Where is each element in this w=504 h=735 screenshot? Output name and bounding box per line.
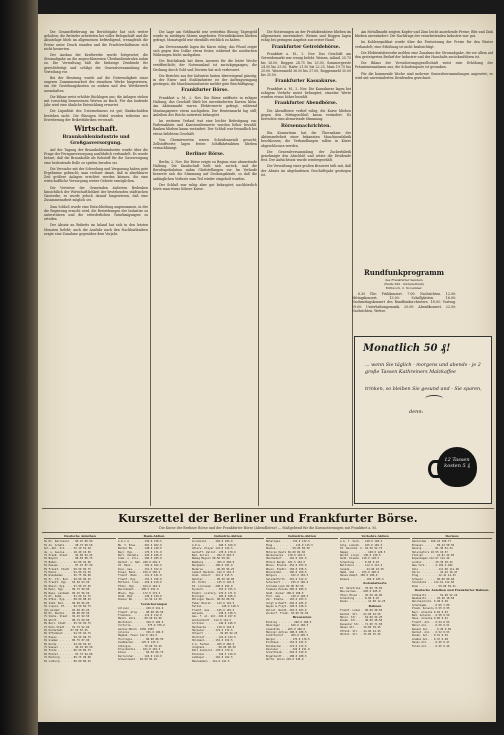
market-table-2: Bank-Aktien A.D.C.A. . . . . 139.0 138.5 Bk. f. Brau. . . 201.5 202.0 Barmer Bk. . . . 148.0 148.0 Bayr. Hyp. . . . 170.5 171.0 Berl. Handels. . 245.0 246.0 Comm. u. Priv. . 184.5 185.0 Darmst. u. Nat. 248.0 249.5 Dt. Bank . . . . 162.0 162.5 Disc.-Ges. . . . 151.5 152.0 Dresd. Bank . . 156.0 156.5 Frankf. Bank . . 121.0 121.0 Frankf. Hyp. . . 155.5 156.0 Mitteld. Cred. . 218.0 219.0 Pfälz. Hyp. . . 164.0 164.5 Reichsbank . . 290.5 291.0 Rhein. Hyp. . . 172.0 172.5 Südd. Bod. . . . 149.0 149.0 Wiener Bk. . . . 12.50 12.50 Versicherungen Allianz . . . . . 240.0 241.0 Frankf. Allg. . . 98.00 98.50 Frankona . . . . 112.0 112.0 Mannh. Vers. . . 80.50 81.00 Nordstern . . . . 160.0 160.5 Victoria . . . . . 375.0 376.0 Aachen-Münch. 1950 1955 Colonia . . . . . 195.0 196.0 Magdeb. Feuer 142.0 142.5 Thuringia . . . . 88.00 88.50 Gladbacher . . 125.0 125.5 Albingia . . . . 76.00 76.25 Providentia . . 101.0 101.5 Iduna . . . . . . 66.50 66.75 Karlsruher . . . 110.0 110.0 Schwarzwald . 84.00 84.25 [118, 535, 190, 713]
market-table-6: Devisen Amsterdam . 168.43 168.77 Brüssel . . . . 58.44 58.56 Danzig . . . . 81.38 81.54 Helsingfors 10.55 10.57 Italien . . . . 22.81 22.85 Kopenhagen 112.07 112.29 London . . . . 20.39 20.43 New York . . . 4.194 4.202 Oslo . . . . . . 111.06 111.28 Paris . . . . . . 16.43 16.47 Prag . . . . . . 12.41 12.43 Schweiz . . . . 80.80 80.96 Stockholm . . 112.61 112.83 Wien . . . . . . 59.09 59.21 Deutsche Anleihen und Frankfurter Bahnen. Altbesitz . . . . 52.00 52.20 Neubesitz . . . 18.40 18.50 Reichsschuld. 0.48 0.49 Schutzgeb. . . 6.90 7.00 Preuß. Konsols 0.55 0.55 Bayr. Anleihe 0.62 0.63 Bad. Anleihe . 0.58 0.59 Hess. Anleihe 0.60 0.61 Frankf. Anl. . 0.54 0.55 Mainz Anl. . . 0.50 0.51 Kassel Anl. . . 0.49 0.50 Darmst. Anl. . 0.52 0.53 Wiesb. Anl. . 0.51 0.52 Gießen Anl. . 0.47 0.48 Hanau Anl. . . 0.46 0.47 Fulda Anl. . . 0.45 0.46 [412, 535, 492, 713]
column-rule [150, 28, 151, 506]
table-head-4: Industrie-Aktien [266, 535, 338, 539]
section-rule [42, 508, 494, 509]
ad-body-2: trinken, so bleiben Sie gesund und - Sie sparen, [365, 387, 482, 392]
binding-edge [0, 0, 38, 735]
coffee-cup-icon [437, 447, 477, 487]
ad-body-3: denn: [409, 409, 424, 415]
article-column-1: Die Gesamtförderung im Berichtsjahr hat sich weiter gehoben; die Betriebe arbeiteten bei voller Belegschaft und die Absatzlage blieb im allgemeinen befriedigend, wenngleich die Preise unter Druck standen und die Frachtverhältnisse sich nicht besserten. Der Ausbau der Kraftwerke wurde fortgesetzt; die Stromabgabe an die angeschlossenen Überlandzentralen nahm zu. Die Verwaltung hält die bisherige Dividende für gerechtfertigt und schlägt der Generalversammlung die Verteilung vor. Bei der Beratung wurde auf die Notwendigkeit einer engeren Zusammenarbeit der einzelnen Werke hingewiesen, um die Gestehungskosten zu senken und den Wettbewerb auszuhalten. Die Bilanz weist erhöhte Rücklagen aus; die Anlagen stehen mit vorsichtig bemessenen Werten zu Buch. Für das laufende Jahr wird eine ähnliche Entwicklung erwartet. Die Liquidität des Unternehmens ist gut; Bankschulden bestehen nicht. Die flüssigen Mittel wurden teilweise zur Erweiterung der Brikettfabriken verwandt. Wirtschaft. Braunkohlenindustrie und Großgasversorgung. Auf der Tagung der Braunkohlenindustrie wurde über die Frage der Ferngasversorgung ausführlich verhandelt. Es wurde betont, daß die Braunkohle als Rohstoff für die Gaserzeugung eine bedeutende Rolle zu spielen berufen sei. Die Versuche mit der Schwelung und Vergasung haben gute Ergebnisse gebracht; man rechnet damit, daß in absehbarer Zeit größere Anlagen errichtet werden können, die eine wirtschaftliche Versorgung weiter Gebiete ermöglichen. Die Vertreter der Gemeinden äußerten Bedenken hinsichtlich der Wirtschaftlichkeit der bestehenden städtischen Gaswerke; es wurde jedoch darauf hingewiesen, daß eine Zusammenarbeit möglich sei. Zum Schluß wurde eine Entschließung angenommen, in der die Regierung ersucht wird, die Bestrebungen der Industrie zu unterstützen und die erforderlichen Genehmigungen zu erteilen. Der Absatz an Briketts im Inland hat sich in den letzten Monaten belebt; auch die Ausfuhr nach den Nachbarländern zeigte eine Zunahme gegenüber dem Vorjahr. [44, 30, 148, 236]
table-head-2: Bank-Aktien [118, 535, 190, 539]
steam-icon [425, 395, 443, 402]
newspaper-page [38, 14, 496, 722]
wirtschaft-heading: Wirtschaft. [74, 124, 118, 134]
wirtschaft-subheading: Braunkohlenindustrie und Großgasversorgung. [62, 135, 130, 146]
radio-program-text: 6.30 Uhr: Frühkonzert. 7.00: Nachrichten. 12.00: Mittagskonzert. 13.00: Schallplatten. 16.00: Nachmittagskonzert des Rundfunkorchesters. 18.00: Vortrag. 19.00: Unterhaltungsmusik. 20.00: Abendkonzert. 22.00: Nachrichten, Wetter. [352, 292, 456, 313]
market-table-5: Verkehrs-Aktien A.G. f. Verk. . 148.0 148.5 Allg. Lokalb. . 165.0 165.5 Dt. Reichsb. V. 92.50 92.75 Hapag . . . . . . 128.0 128.5 Nordd. Lloyd . 130.0 130.5 Südd. Eisenb. 118.0 118.5 Schantung . . . 8.00 8.25 Baltimore . . . 112.0 112.5 Canada . . . . . 44.00 44.50 Hamb. Süd . . 195.0 196.0 Hansa Dampf. 185.0 186.0 Kosmos . . . . . 105.0 105.5 Kolonialwerte Dt. Ostafrika . 78.00 78.50 Neu-Guinea . . 620.0 625.0 Otavi Minen . . 45.50 46.00 Schantung . . . 8.00 8.25 Kaoko . . . . . . 12.00 12.25 Bahnen Frankf. Lokal . 98.00 98.50 Darmst. Str. . 62.00 62.50 Mainz. Str. . . 54.00 54.25 Wiesb. Str. . . 48.00 48.50 Kasseler Str. . 71.00 71.50 Hanau Str. . . 39.00 39.25 Offenb. Str. . 44.00 44.25 Höchst. Str. . 35.00 35.25 [340, 535, 410, 713]
radio-program-sub2: (Welle 390 - Südwestfunk) [383, 282, 425, 286]
market-table-1: Deutsche Anleihen 6% Dt. Reichsanl. . 89.25 89.50 5% do. Schatz . . . 98.75 98.50 Anl.-Abl. Sch. . . 52.10 52.20 do. o. Auslos. . . 18.40 18.50 7% Preuß. Staat . . 94.00 94.25 6% Bayern . . . . . 88.50 88.75 7% Baden . . . . . 92.00 92.00 6% Hessen . . . . . 87.25 87.50 8% Frankf. Stadt . 96.50 96.75 7% Mainz . . . . . 91.00 91.25 8% Wiesbaden . . . 95.75 96.00 6% Pr. Ctr. Bod. . 90.00 90.25 7% Frankf. Hyp. . 93.50 93.50 8% Rhein. Hyp. . . 97.00 97.25 6% Mein. Hyp. . . 89.75 90.00 8% Nass. Landesb. 96.25 96.50 7% Dt. Komm. . . . 91.50 91.75 6% Pfälz. Hyp. . . 88.00 88.25 8% Südd. Bod. . . 96.00 96.00 5% Liquid. Pf. . . 84.50 84.75 4½% Goldpf. . . . 83.00 83.25 6% Dt. Renten . . 89.00 89.50 7% Sächs. Staat . 92.25 92.50 6% Württ. . . . . 88.75 89.00 8% Berl. Stadt . . 95.50 95.75 7% Köln Stadt . . 91.75 92.00 6% Darmstadt . . 87.00 87.25 8% Offenbach . . . 94.50 94.75 7% Hanau . . . . . 90.50 90.75 6% Gießen . . . . 86.75 87.00 8% Worms . . . . . 94.00 94.25 7% Kassel . . . . . 90.25 90.50 6% Fulda . . . . . 86.50 86.75 8% Höchst . . . . . 93.75 94.00 7% Marburg . . . . 89.75 90.00 6% Limburg . . . . 86.00 86.25 [44, 535, 116, 713]
ad-body-1: ... wenn Sie täglich - morgens und abends - je 2 große Tassen Kathreiners Malzkaffee [365, 363, 481, 375]
radio-program-title: Rundfunkprogramm [363, 268, 445, 277]
table-head-3: Industrie-Aktien [192, 535, 264, 539]
market-subtitle: Die Kurse der Berliner Börse und der Frankfurter Börse (Abendbörse) — Maßgebend für die Kursnotierungen mit Frankfurt a. M. [159, 526, 377, 530]
table-head-6: Devisen [412, 535, 492, 539]
getreideboerse-heading: Frankfurter Getreidebörse. [271, 44, 341, 50]
article-column-3: Die Notierungen an der Produktenbörse blieben im allgemeinen unverändert. Weizen und Roggen lagen ruhig bei geringem Angebot aus erster Hand. Frankfurter Getreidebörse. Frankfurt a. M., 2. Nov. Das Geschäft am Getreidemarkt war wenig belebt. Weizen, inländ. 25.75 bis 26.00, Roggen 24.75 bis 25.00, Sommergerste 24.50 bis 25.50, Hafer 21.50 bis 22.25, Mais 19.75 bis 20.00. Weizenmehl 36.50 bis 37.00, Roggenmehl 35.00 bis 35.50. Frankfurter Kassakurse. Frankfurt a. M., 2. Nov. Die Kassakurse lagen bei ruhigem Verkehr meist behauptet; einzelne Werte wurden etwas höher bezahlt. Frankfurter Abendbörse. Die Abendbörse verlief ruhig; die Kurse blieben gegen den Mittagsschluß kaum verändert. Es herrschte eine abwartende Stimmung. Börsennachrichten. Ein Konsortium hat die Übernahme der Aktienmehrheit einer bekannten Maschinenfabrik beschlossen; die Verhandlungen sollen in Kürze abgeschlossen werden. Die Generalversammlung der Zuckerfabrik genehmigte den Abschluß und setzte die Dividende fest. Der Aufsichtsrat wurde wiedergewählt. Die Verwaltung einer großen Brauerei teilt mit, daß der Absatz im abgelaufenen Geschäftsjahr gestiegen ist. [261, 30, 351, 177]
column-rule [258, 28, 259, 506]
table-head-1: Deutsche Anleihen [44, 535, 116, 539]
article-column-2: Die Lage am Geldmarkt war weiterhin flüssig; Tagesgeld wurde zu niedrigen Sätzen angeboten. Privatdiskonten blieben gefragt, Monatsgeld war ebenfalls reichlich zu haben. Am Devisenmarkt lagen die Kurse ruhig; das Pfund zeigte sich gegen den Dollar etwas fester, während die nordischen Währungen leicht nachgaben. Die Reichsbank hat ihren Ausweis für die letzte Woche veröffentlicht; der Notenumlauf ist zurückgegangen, die Deckung durch Gold und Devisen hat sich verbessert. Die Berichte aus der Industrie lauten überwiegend günstig; in der Eisen- und Stahlindustrie ist der Auftragseingang gestiegen, die Maschinenindustrie meldet gute Beschäftigung. Frankfurter Börse. Frankfurt a. M., 2. Nov. Die Börse eröffnete in ruhiger Haltung; das Geschäft blieb bei unveränderten Kursen klein. Am Aktienmarkt waren Elektrowerte gefragt, während Montanpapiere etwas nachgaben. Der Rentenmarkt lag still; Anleihen des Reichs notierten behauptet. Im weiteren Verlauf trat eine leichte Befestigung ein; Farbenaktien und Kunstseidenwerte wurden höher bezahlt. Banken blieben kaum verändert. Der Schluß war freundlich bei etwas belebtem Geschäft. Von Chemiewerten waren Scheideanstalt gesucht; Zellstoffwerte lagen fester. Schiffahrtsaktien blieben vernachlässigt. Berliner Börse. Berlin, 2. Nov. Die Börse zeigte zu Beginn eine abwartende Haltung. Die Kundschaft hielt sich zurück, und die Berufsspekulation nahm Glattstellungen vor. Im Verlaufe besserte sich die Stimmung auf Deckungskäufe, so daß die anfänglichen Verluste zum Teil wieder eingeholt wurden. Der Schluß war ruhig aber gut behauptet; nachbörslich hörte man etwas höhere Kurse. [153, 30, 257, 192]
berliner-boerse-heading: Berliner Börse. [185, 152, 225, 158]
radio-program-sub1: des Frankfurter Senders [385, 278, 423, 282]
frankfurter-boerse-heading: Frankfurter Börse. [181, 88, 229, 94]
market-table-4: Industrie-Aktien Metallges. . . . 132.0 132.5 Miag . . . . . . . 115.0 115.5 Moenus . . . . . 58.00 58.50 Motoren Deutz 82.00 82.50 Neckarwerke . 118.0 118.0 Oberbedarf . . 101.0 101.5 Phönix Bergb. 101.5 102.0 Rhein. Braunk. 252.0 253.0 Rhein. Elektr. 158.0 158.5 Rheinstahl . . 160.0 160.5 Rütgers . . . . 102.0 102.5 Salzdetfurth . 310.0 312.0 Schuckert . . . 195.0 196.0 Schramm Lack 82.00 82.50 Siemens Halske 285.0 286.5 Südd. Zucker 168.0 168.5 Thür. Gas . . . 148.0 148.5 Ver. Stahlw. . 103.0 103.5 Voigt & Haeff. 204.0 205.0 Wayss & Freyt. 128.0 128.5 Zellst. Waldh. 262.0 263.0 Zuckerf. Frank. 92.00 92.50 Brauereien Binding . . . . . 198.0 198.5 Henninger . . . 160.0 160.5 Löwenbräu . . 265.0 266.0 Mainzer Aktien 188.0 188.5 Schöfferhof . . 205.0 205.5 Werger . . . . . 176.0 176.5 Eichbaum . . . 152.0 152.5 Kulmbacher . . 172.0 172.5 Paulaner . . . . 210.0 211.0 Schultheiß . . 318.0 319.0 Engelhardt . . 188.0 188.5 Dortm. Union 245.0 246.0 [266, 535, 338, 713]
bottom-right-heading: Deutsche Anleihen und Frankfurter Bahnen. [414, 588, 490, 593]
market-rule [42, 532, 494, 533]
kassakurse-heading: Frankfurter Kassakurse. [275, 79, 337, 85]
coffee-advertisement [354, 336, 492, 504]
radio-program [352, 264, 456, 340]
table-head-5: Verkehrs-Aktien [340, 535, 410, 539]
radio-program-date: Mittwoch, 2. November. [385, 286, 423, 290]
ad-headline: Monatlich 50 ₰! [363, 343, 451, 354]
market-title: Kurszettel der Berliner und Frankfurter Börse. [118, 512, 418, 525]
cup-text: 12 Tassen kosten 5 ₰ [444, 457, 470, 469]
market-table-3: Industrie-Aktien Accumulat. . . 182.0 183.0 A.E.G. . . . . . 168.5 169.0 Adlerw. Kleyer 124.0 124.5 Aschaff. Zellst. 178.0 179.0 Bad. Anilin . . 262.0 263.5 Bamag Meguin 98.50 99.00 Bemberg . . . . 455.0 458.0 Bergmann . . . 190.0 191.0 Buderus . . . . 96.00 96.25 Cement Heidelb. 142.0 142.5 Chem. Albert . 115.0 115.5 Daimler . . . . 89.50 90.00 Dt. Erdöl . . . 135.0 136.0 Dt. Linoleum . 290.0 292.0 Dyckerh. . . . . 155.0 155.5 Elektr. Lieferg. 170.0 171.0 Enzinger . . . . 106.0 106.5 Eßlinger Masch. 88.00 88.50 Faber Bleist. . 142.0 142.5 Felten . . . . . . 128.0 128.5 Frankf. Gas . . 145.0 145.5 Gelsenk. . . . . 138.0 138.5 Ges. f. el. Unt. 226.0 227.0 Goldschmidt . 112.0 112.5 Gritzner . . . . 146.0 146.5 Hanfwerke . . . 118.0 118.0 Harpener . . . 172.0 172.5 Hilpert . . . . . 92.00 92.25 Hochtief . . . . 124.0 124.5 Holzmann . . . 152.0 152.5 I.G. Farben . . 265.0 266.0 Junghans . . . . 98.00 98.50 Kali Aschersl. 178.0 179.0 Klöckner . . . . 118.5 119.0 Lahmeyer . . . 162.0 162.5 Mannesmann . 141.0 141.5 [192, 535, 264, 713]
boersennachrichten-heading: Börsennachrichten. [281, 123, 331, 129]
article-column-4: Am Metallmarkt zeigten Kupfer und Zinn leicht anziehende Preise; Blei und Zink blieben unverändert. Die Nachfrage der verarbeitenden Industrie war gut. Im Kohlensyndikat wurde über die Festsetzung der Preise für den Winter verhandelt; eine Erhöhung ist nicht beabsichtigt. Die Elektrizitätswerke melden eine Zunahme der Stromabgabe, die vor allem auf den gesteigerten Bedarf der Industrie und des Haushalts zurückzuführen ist. Die Bilanz der Versicherungsgesellschaft weist eine Erhöhung der Prämieneinnahmen aus; die Schadenquote ist gesunken. Für die kommende Woche sind mehrere Generalversammlungen angesetzt; es wird mit unveränderten Dividenden gerechnet. [355, 30, 493, 80]
abendboerse-heading: Frankfurter Abendbörse. [274, 101, 338, 107]
